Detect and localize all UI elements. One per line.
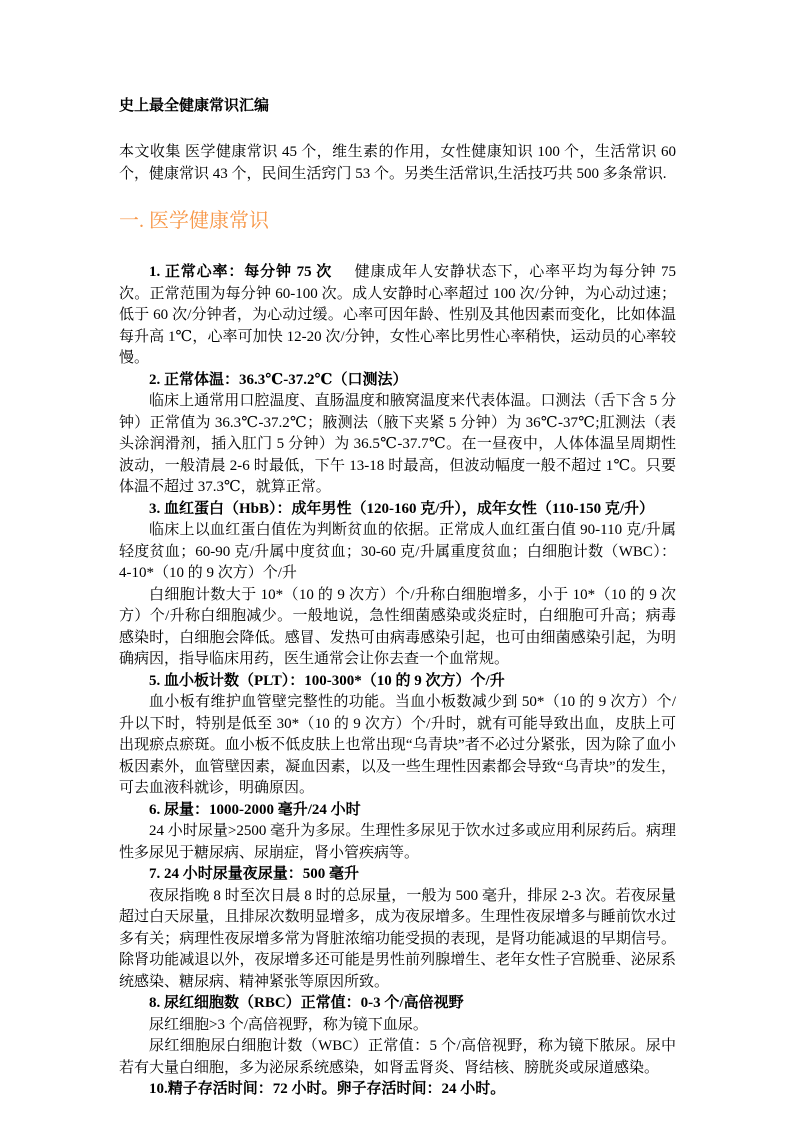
- content-paragraph: 血小板有维护血管壁完整性的功能。当血小板数减少到 50*（10 的 9 次方）个/升以下时，特别是低至 30*（10 的 9 次方）个/升时，就有可能导致出血，皮肤上可出现瘀点瘀斑。血小板不低皮肤上也常出现“乌青块”者不必过分紧张，因为除了血小板因素外，血管壁因素，凝血因素，以及一些生理性因素都会导致“乌青块”的发生，可去血液科就诊，明确原因。: [119, 694, 676, 796]
- content-paragraph: 临床上通常用口腔温度、直肠温度和腋窝温度来代表体温。口测法（舌下含 5 分钟）正常值为 36.3℃-37.2℃；腋测法（腋下夹紧 5 分钟）为 36℃-37℃;肛测法（表头涂润滑剂，插入肛门 5 分钟）为 36.5℃-37.7℃。在一昼夜中，人体体温呈周期性波动，一般清晨 2-6 时最低，下午 13-18 时最高，但波动幅度一般不超过 1℃。只要体温不超过 37.3℃，就算正常。: [119, 393, 676, 495]
- item-heading: 8. 尿红细胞数（RBC）正常值：0-3 个/高倍视野: [149, 995, 464, 1011]
- item-text: 健康成年人安静状态下，心率平均为每分钟 75 次。正常范围为每分钟 60-100 次。成人安静时心率超过 100 次/分钟，为心动过速；低于 60 次/分钟者，为心动过缓。心率可因年龄、性别及其他因素而变化，比如体温每升高 1℃，心率可加快 12-20 次/分钟，女性心率比男性心率稍快，运动员的心率较慢。: [119, 264, 676, 366]
- content-paragraph: 尿红细胞尿白细胞计数（WBC）正常值：5 个/高倍视野，称为镜下脓尿。尿中若有大量白细胞，多为泌尿系统感染，如肾盂肾炎、肾结核、膀胱炎或尿道感染。: [119, 1038, 676, 1076]
- intro-paragraph: 本文收集 医学健康常识 45 个，维生素的作用，女性健康知识 100 个，生活常识 60 个，健康常识 43 个，民间生活窍门 53 个。另类生活常识,生活技巧共 500 多条常识.: [119, 144, 676, 182]
- content-paragraph: 临床上以血红蛋白值佐为判断贫血的依据。正常成人血红蛋白值 90-110 克/升属轻度贫血；60-90 克/升属中度贫血；30-60 克/升属重度贫血；白细胞计数（WBC）：4-10*（10 的 9 次方）个/升: [119, 522, 676, 581]
- item-heading: 2. 正常体温：36.3℃-37.2℃（口测法）: [149, 371, 408, 388]
- item-heading: 10.精子存活时间：72 小时。卵子存活时间：24 小时。: [149, 1081, 506, 1097]
- content-paragraph: 尿红细胞>3 个/高倍视野，称为镜下血尿。: [149, 1016, 428, 1033]
- section-content: [119, 262, 676, 1101]
- item-heading-inline: 1. 正常心率：每分钟 75 次: [149, 264, 333, 280]
- item-heading: 5. 血小板计数（PLT）：100-300*（10 的 9 次方）个/升: [149, 672, 505, 689]
- item-heading: 3. 血红蛋白（HbB）：成年男性（120-160 克/升），成年女性（110-150 克/升）: [149, 500, 655, 517]
- item-heading: 7. 24 小时尿量夜尿量：500 毫升: [149, 866, 360, 882]
- item-heading: 6. 尿量：1000-2000 毫升/24 小时: [149, 801, 361, 818]
- section-heading: 一. 医学健康常识: [119, 210, 269, 232]
- content-paragraph: 24 小时尿量>2500 毫升为多尿。生理性多尿见于饮水过多或应用利尿药后。病理性多尿见于糖尿病、尿崩症，肾小管疾病等。: [119, 823, 676, 861]
- content-paragraph: 夜尿指晚 8 时至次日晨 8 时的总尿量，一般为 500 毫升，排尿 2-3 次。若夜尿量超过白天尿量，且排尿次数明显增多，成为夜尿增多。生理性夜尿增多与睡前饮水过多有关；病理性夜尿增多常为肾脏浓缩功能受损的表现，是肾功能减退的早期信号。除肾功能减退以外，夜尿增多还可能是男性前列腺增生、老年女性子宫脱垂、泌尿系统感染、糖尿病、精神紧张等原因所致。: [119, 887, 676, 990]
- document-title: 史上最全健康常识汇编: [119, 98, 270, 114]
- item-paragraph: [119, 262, 676, 370]
- content-paragraph: 白细胞计数大于 10*（10 的 9 次方）个/升称白细胞增多，小于 10*（10 的 9 次方）个/升称白细胞减少。一般地说，急性细菌感染或炎症时，白细胞可升高；病毒感染时，白细胞会降低。感冒、发热可由病毒感染引起，也可由细菌感染引起，为明确病因，指导临床用药，医生通常会让你去查一个血常规。: [119, 586, 676, 667]
